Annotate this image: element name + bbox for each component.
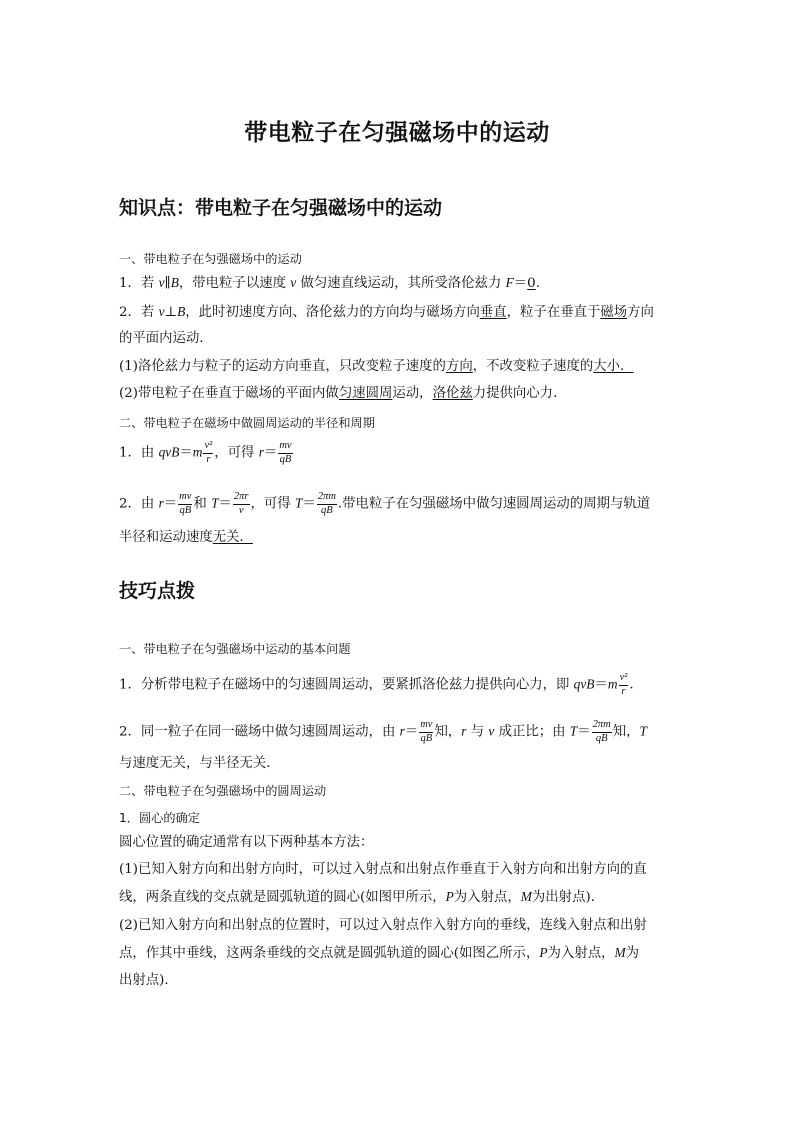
paragraph-perpendicular: 2．若 v⊥B，此时初速度方向、洛伦兹力的方向均与磁场方向垂直，粒子在垂直于磁场方向 (119, 304, 654, 320)
subheading-motion: 一、带电粒子在匀强磁场中的运动 (119, 252, 302, 266)
paragraph-methods-intro: 圆心位置的确定通常有以下两种基本方法： (119, 835, 374, 850)
paragraph-lorentz-direction: (1)洛伦兹力与粒子的运动方向垂直，只改变粒子速度的方向，不改变粒子速度的大小． (119, 359, 634, 374)
method-1-line-2: 线，两条直线的交点就是圆弧轨道的圆心(如图甲所示，P为入射点，M为出射点)． (119, 889, 605, 905)
fraction-2pim-over-qB: $\frac{2\pi m}{qB}$ (317, 491, 336, 516)
fraction-2pir-over-v: $\frac{2\pi r}{v}$ (233, 491, 249, 516)
fraction-mv-over-qB: $\frac{mv}{qB}$ (279, 440, 292, 465)
paragraph-uniform-circular: (2)带电粒子在垂直于磁场的平面内做匀速圆周运动，洛伦兹力提供向心力． (119, 386, 567, 401)
tip-centripetal: 1．分析带电粒子在磁场中的匀速圆周运动，要紧抓洛伦兹力提供向心力，即 qvB＝m $\frac{\text{v²}}{r}$ . (119, 672, 634, 697)
fraction-v2-over-r: $\frac{\text{v²}}{r}$ (204, 440, 213, 465)
formula-period-cont: 半径和运动速度无关． (119, 530, 253, 545)
tip-proportionality: 2．同一粒子在同一磁场中做匀速圆周运动，由 r＝ $\frac{mv}{qB}$ 知，r 与 v 成正比；由 T＝ $\frac{2\pi m}{qB}$ 知，T (119, 719, 647, 744)
method-2-line-2: 点，作其中垂线，这两条垂线的交点就是圆弧轨道的圆心(如图乙所示，P为入射点，M为 (119, 945, 640, 961)
formula-period: 2．由 r＝ $\frac{mv}{qB}$ 和 T＝ $\frac{2\pi r}{v}$ ，可得 T＝ $\frac{2\pi m}{qB}$ .带电粒子在匀强磁场中做匀速圆周运动的周期与轨道 (119, 491, 651, 516)
fraction-mv-over-qB: $\frac{mv}{qB}$ (420, 719, 433, 744)
page-title: 带电粒子在匀强磁场中的运动 (244, 120, 550, 146)
method-2-line-3: 出射点)． (119, 973, 178, 988)
subheading-basic-problems: 一、带电粒子在匀强磁场中运动的基本问题 (119, 642, 351, 656)
paragraph-perpendicular-cont: 的平面内运动． (119, 331, 213, 346)
tip-proportionality-cont: 与速度无关，与半径无关． (119, 756, 280, 771)
paragraph-parallel: 1．若 v∥B，带电粒子以速度 v 做匀速直线运动，其所受洛伦兹力 F＝0. (119, 275, 540, 291)
fraction-2pim-over-qB: $\frac{2\pi m}{qB}$ (592, 719, 611, 744)
method-2-line-1: (2)已知入射方向和出射点的位置时，可以过入射点作入射方向的垂线，连线入射点和出射 (119, 918, 647, 933)
section-heading-tips: 技巧点拨 (119, 580, 196, 602)
fraction-v2-over-r: $\frac{\text{v²}}{r}$ (619, 672, 628, 697)
section-heading-knowledge: 知识点：带电粒子在匀强磁场中的运动 (119, 197, 443, 219)
method-1-line-1: (1)已知入射方向和出射方向时，可以过入射点和出射点作垂直于入射方向和出射方向的直 (119, 862, 647, 877)
fraction-mv-over-qB: $\frac{mv}{qB}$ (179, 491, 192, 516)
subheading-radius-period: 二、带电粒子在磁场中做圆周运动的半径和周期 (119, 416, 375, 430)
subheading-circular-motion: 二、带电粒子在匀强磁场中的圆周运动 (119, 784, 327, 798)
formula-radius: 1．由 qvB＝m $\frac{\text{v²}}{r}$ ，可得 r＝ $\frac{mv}{qB}$ (119, 440, 292, 465)
item-center-determination: 1．圆心的确定 (119, 811, 200, 825)
